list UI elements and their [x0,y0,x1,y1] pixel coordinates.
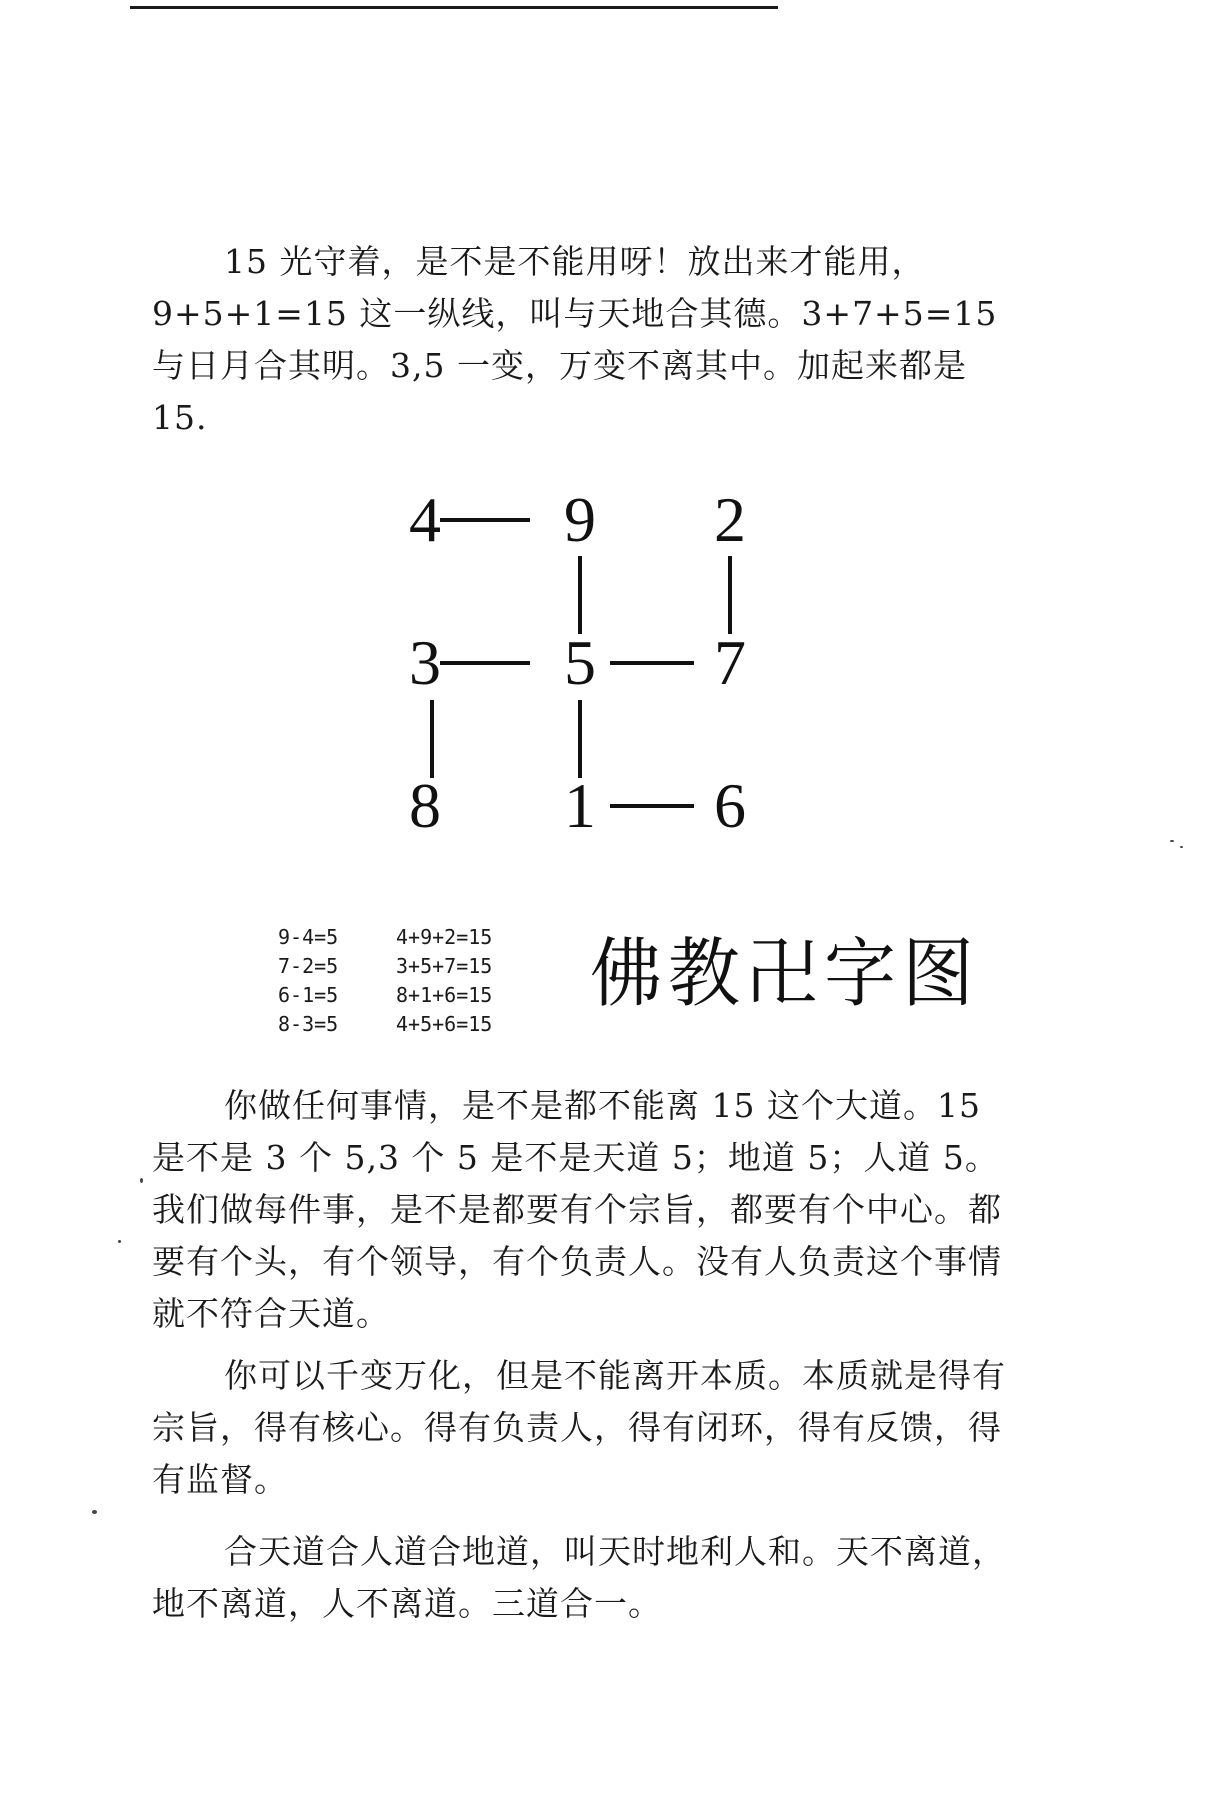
equation-row [278,923,568,952]
equation-difference: 6-1=5 [278,983,339,1007]
equation-difference: 9-4=5 [278,925,339,949]
digit-cell: 2 [714,484,746,555]
scan-speck [92,1510,97,1514]
equation-row [278,981,568,1010]
digit-cell: 5 [564,627,596,698]
equation-sum: 4+5+6=15 [396,1012,493,1036]
paragraph-1: 15 光守着，是不是不能用呀！放出来才能用，9+5+1=15 这一纵线，叫与天地合其德。3+7+5=15 与日月合其明。3,5 一变，万变不离其中。加起来都是 15. [152,242,998,437]
equation-row [278,1010,568,1039]
equation-sum: 3+5+7=15 [396,954,493,978]
paragraph-3: 你可以千变万化，但是不能离开本质。本质就是得有宗旨，得有核心。得有负责人，得有闭环，得有反馈，得有监督。 [152,1356,1006,1499]
scan-speck [1170,840,1174,842]
digit-cell: 6 [714,770,746,841]
digit-cell: 3 [409,627,441,698]
equation-difference: 7-2=5 [278,954,339,978]
digit-cell: 9 [564,484,596,555]
digit-cell: 8 [409,770,441,841]
equation-sum: 8+1+6=15 [396,983,493,1007]
scan-speck [1180,846,1183,848]
equation-row [278,952,568,981]
scan-speck [118,1240,121,1243]
top-rule [130,6,778,9]
scan-speck [140,1178,143,1183]
digit-cell: 7 [714,627,746,698]
paragraph-4: 合天道合人道合地道，叫天时地利人和。天不离道，地不离道，人不离道。三道合一。 [152,1532,1006,1623]
digit-cell: 1 [564,770,596,841]
equation-sum: 4+9+2=15 [396,925,493,949]
digit-cell: 4 [409,484,441,555]
equation-difference: 8-3=5 [278,1012,339,1036]
swastika-magic-square-diagram [390,480,790,860]
figure-title: 佛教卍字图 [590,928,981,1018]
equations-list [278,923,568,1039]
paragraph-2: 你做任何事情，是不是都不能离 15 这个大道。15 是不是 3 个 5,3 个 5 是不是天道 5；地道 5；人道 5。我们做每件事，是不是都要有个宗旨，都要有个中心。都要有个头，有个领导，有个负责人。没有人负责这个事情就不符合天道。 [152,1086,1002,1333]
